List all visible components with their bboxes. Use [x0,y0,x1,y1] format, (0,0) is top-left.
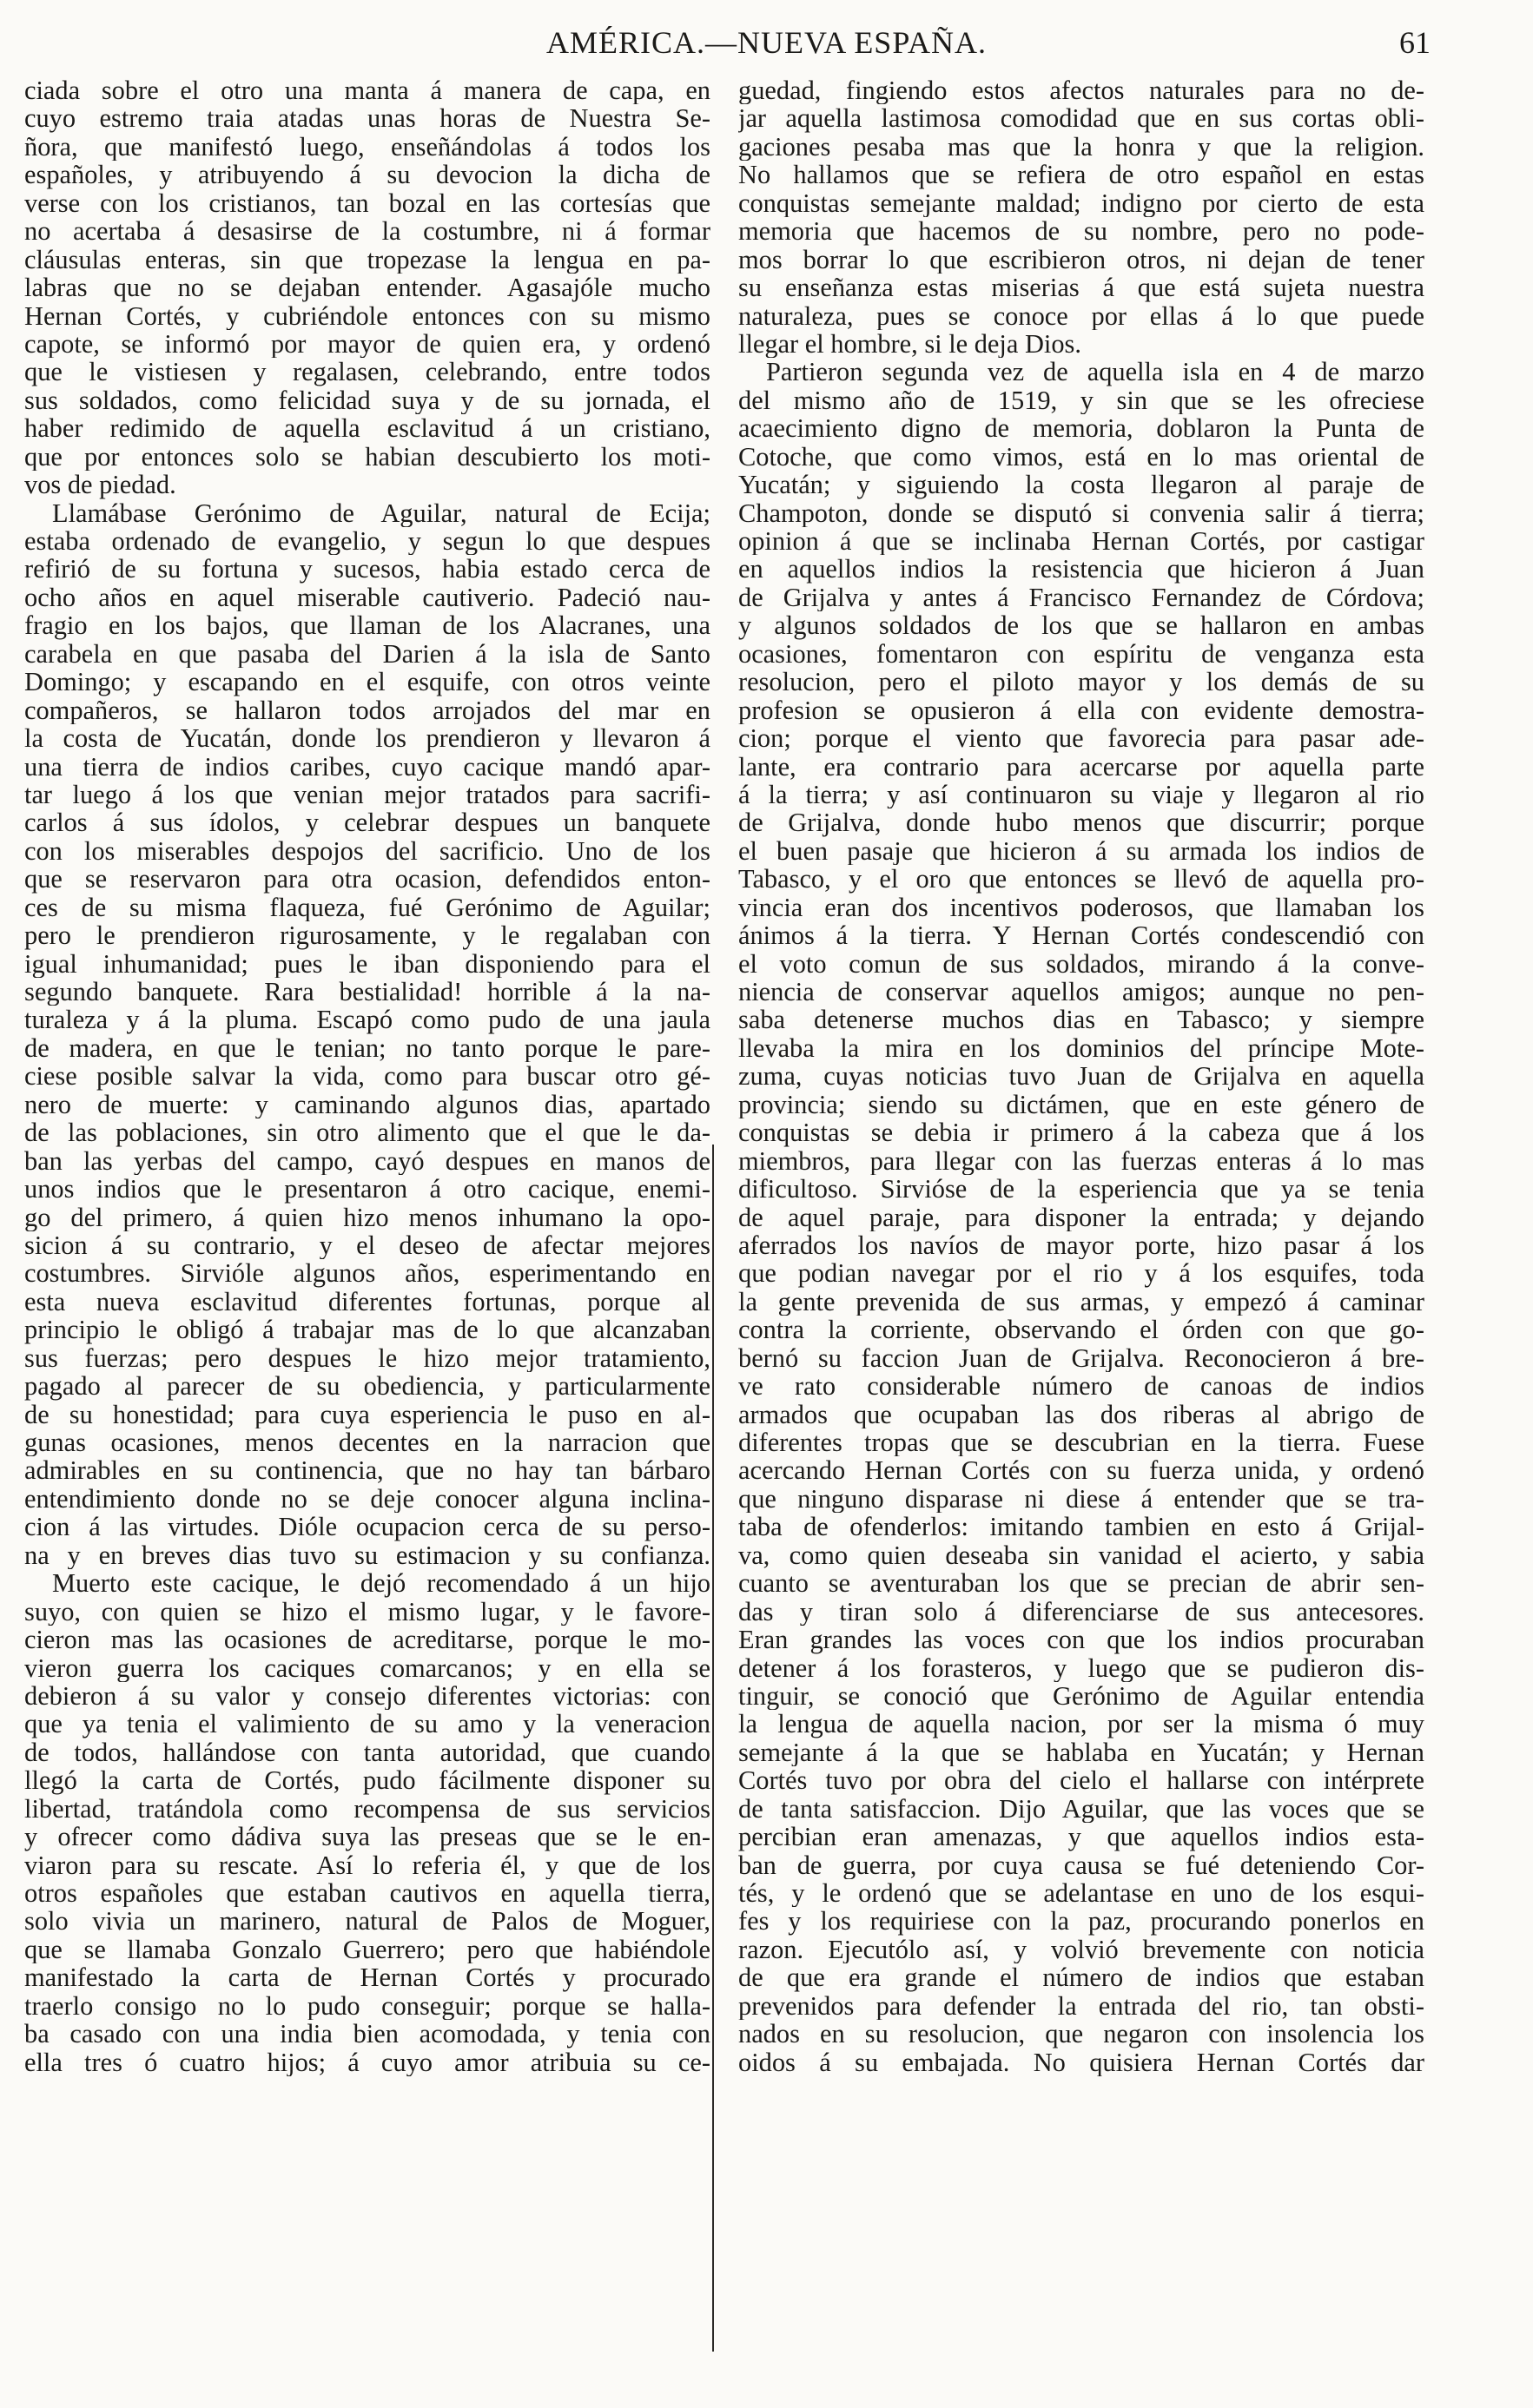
text-line: zuma, cuyas noticias tuvo Juan de Grijalva en aquella [738,1062,1424,1091]
text-line: cuyo estremo traia atadas unas horas de Nuestra Se- [24,104,710,133]
text-line: gaciones pesaba mas que la honra y que la religion. [738,132,1424,162]
text-line: de madera, en que le tenian; no tanto porque le pare- [24,1033,710,1063]
text-line: bernó su faccion Juan de Grijalva. Reconocieron á bre- [738,1343,1424,1373]
text-line: Cortés tuvo por obra del cielo el hallarse con intérprete [738,1766,1424,1795]
text-line: de tanta satisfaccion. Dijo Aguilar, que las voces que se [738,1794,1424,1824]
text-line: vincia eran dos incentivos poderosos, que llamaban los [738,893,1424,922]
page-number: 61 [1399,25,1431,60]
text-line: diferentes tropas que se descubrian en la tierra. Fuese [738,1428,1424,1457]
text-line: Cotoche, que como vimos, está en lo mas oriental de [738,442,1424,472]
text-line: detener á los forasteros, y luego que se pudieron dis- [738,1653,1424,1682]
text-line: llegó la carta de Cortés, pudo fácilmente disponer su [24,1766,710,1795]
text-line: ñora, que manifestó luego, enseñándolas á todos los [24,132,710,162]
text-line: con los miserables despojos del sacrificio. Uno de los [24,836,710,866]
text-line: va, como quien deseaba sin vanidad el acierto, y sabia [738,1540,1424,1570]
text-line: de Grijalva, donde hubo menos que discurrir; porque [738,808,1424,837]
text-line: semejante á la que se hablaba en Yucatán; y Hernan [738,1738,1424,1767]
text-line: ella tres ó cuatro hijos; á cuyo amor atribuia su ce- [24,2048,710,2077]
text-line: una tierra de indios caribes, cuyo cacique mandó apar- [24,752,710,781]
text-line: de aquel paraje, para disponer la entrada; y dejando [738,1203,1424,1231]
text-line: Llamábase Gerónimo de Aguilar, natural de Ecija; [52,498,710,527]
text-line: Champoton, donde se disputó si convenia salir á tierra; [738,498,1424,527]
text-line: conquistas semejante maldad; indigno por cierto de esta [738,188,1424,218]
text-line: traerlo consigo no lo pudo conseguir; porque se halla- [24,1991,710,2021]
text-line: ciese posible salvar la vida, como para buscar otro gé- [24,1062,710,1091]
text-line: capote, se informó por mayor de quien era, y ordenó [24,329,710,359]
text-line: costumbres. Sirvióle algunos años, esperimentando en [24,1259,710,1288]
text-line: ban de guerra, por cuya causa se fué deteniendo Cor- [738,1851,1424,1879]
text-line: haber redimido de aquella esclavitud á un cristiano, [24,414,710,443]
page-header [0,0,1533,69]
text-line: profesion se opusieron á ella con evidente demostra- [738,696,1424,725]
text-line: que le vistiesen y regalasen, celebrando, entre todos [24,358,710,386]
text-line: lante, era contrario para acercarse por aquella parte [738,752,1424,781]
text-line: que podian navegar por el rio y á los esquifes, toda [738,1259,1424,1288]
text-line: sus fuerzas; pero despues le hizo mejor tratamiento, [24,1343,710,1373]
text-line: miembros, para llegar con las fuerzas enteras á lo mas [738,1146,1424,1176]
text-line: cieron mas las ocasiones de acreditarse, porque le mo- [24,1626,710,1654]
text-line: sicion á su contrario, y el deseo de afectar mejores [24,1230,710,1260]
text-line: y algunos soldados de los que se hallaron en ambas [738,611,1424,640]
text-line: segundo banquete. Rara bestialidad! horrible á la na- [24,978,710,1006]
text-line: á la tierra; y así continuaron su viaje y llegaron al rio [738,780,1424,809]
text-line: carlos á sus ídolos, y celebrar despues un banquete [24,808,710,837]
text-line: fragio en los bajos, que llaman de los Alacranes, una [24,611,710,640]
text-line: taba de ofenderlos: imitando tambien en esto á Grijal- [738,1513,1424,1541]
text-line: labras que no se dejaban entender. Agasajóle mucho [24,274,710,302]
text-line: ciada sobre el otro una manta á manera de capa, en [24,76,710,105]
text-line: debieron á su valor y consejo diferentes victorias: con [24,1681,710,1711]
text-line: das y tiran solo á diferenciarse de sus antecesores. [738,1597,1424,1626]
text-line: nero de muerte: y caminando algunos dias, apartado [24,1090,710,1119]
text-line: estaba ordenado de evangelio, y segun lo que despues [24,527,710,556]
text-line: viaron para su rescate. Así lo referia él, y que de los [24,1851,710,1879]
text-line: suyo, con quien se hizo el mismo lugar, y le favore- [24,1597,710,1626]
text-line: de Grijalva y antes á Francisco Fernandez de Córdova; [738,583,1424,612]
text-line: ces de su misma flaqueza, fué Gerónimo de Aguilar; [24,893,710,922]
text-line: manifestado la carta de Hernan Cortés y procurado [24,1963,710,1992]
text-line: que por entonces solo se habian descubierto los moti- [24,442,710,472]
text-line: naturaleza, pues se conoce por ellas á lo que puede [738,301,1424,330]
text-line: admirables en su continencia, que no hay tan bárbaro [24,1456,710,1485]
text-line: armados que ocupaban las dos riberas al abrigo de [738,1400,1424,1428]
text-line: llegar el hombre, si le deja Dios. [738,329,1081,359]
text-line: acaecimiento digno de memoria, doblaron la Punta de [738,414,1424,443]
text-line: ocasiones, fomentaron con espíritu de venganza esta [738,639,1424,669]
text-line: saba detenerse muchos dias en Tabasco; y siempre [738,1006,1424,1034]
text-line: acercando Hernan Cortés con su fuerza unida, y ordenó [738,1456,1424,1485]
text-line: pagado al parecer de su obediencia, y particularmente [24,1372,710,1401]
text-line: llevaba la mira en los dominios del príncipe Mote- [738,1033,1424,1063]
text-line: cion á las virtudes. Dióle ocupacion cerca de su perso- [24,1513,710,1541]
text-line: sus soldados, como felicidad suya y de su jornada, el [24,386,710,415]
text-line: igual inhumanidad; pues le iban disponiendo para el [24,949,710,978]
text-line: Tabasco, y el oro que entonces se llevó de aquella pro- [738,865,1424,894]
text-line: solo vivia un marinero, natural de Palos de Moguer, [24,1907,710,1936]
text-line: Muerto este cacique, le dejó recomendado á un hijo [52,1569,710,1598]
text-line: percibian eran amenazas, y que aquellos indios esta- [738,1823,1424,1851]
text-line: y ofrecer como dádiva suya las preseas que se le en- [24,1823,710,1851]
text-line: la costa de Yucatán, donde los prendieron y llevaron á [24,724,710,753]
text-line: de las poblaciones, sin otro alimento que el que le da- [24,1118,710,1147]
text-line: carabela en que pasaba del Darien á la isla de Santo [24,639,710,669]
text-line: tar luego á los que venian mejor tratados para sacrifi- [24,780,710,809]
text-line: fes y los requiriese con la paz, procurando ponerlos en [738,1907,1424,1936]
text-line: en aquellos indios la resistencia que hicieron á Juan [738,555,1424,584]
text-line: conquistas se debia ir primero á la cabeza que á los [738,1118,1424,1147]
text-line: dificultoso. Sirvióse de la esperiencia que ya se tenia [738,1175,1424,1204]
text-line: que se reservaron para otra ocasion, defendidos enton- [24,865,710,894]
text-line: turaleza y á la pluma. Escapó como pudo de una jaula [24,1006,710,1034]
text-line: ba casado con una india bien acomodada, y tenia con [24,2020,710,2048]
text-line: unos indios que le presentaron á otro cacique, enemi- [24,1175,710,1204]
text-line: entendimiento donde no se deje conocer alguna inclina- [24,1484,710,1514]
text-line: guedad, fingiendo estos afectos naturales para no de- [738,76,1424,105]
text-line: niencia de conservar aquellos amigos; aunque no pen- [738,978,1424,1006]
text-line: razon. Ejecutólo así, y volvió brevemente con noticia [738,1935,1424,1964]
text-line: compañeros, se hallaron todos arrojados del mar en [24,696,710,725]
text-line: contra la corriente, observando el órden con que go- [738,1316,1424,1344]
text-line: Yucatán; y siguiendo la costa llegaron al paraje de [738,471,1424,499]
text-line: ve rato considerable número de canoas de indios [738,1372,1424,1401]
text-line: tinguir, se conoció que Gerónimo de Aguilar entendia [738,1681,1424,1711]
text-line: el buen pasaje que hicieron á su armada los indios de [738,836,1424,866]
text-line: opinion á que se inclinaba Hernan Cortés, por castigar [738,527,1424,556]
text-line: cláusulas enteras, sin que tropezase la lengua en pa- [24,245,710,274]
text-line: vos de piedad. [24,471,176,499]
text-line: jar aquella lastimosa comodidad que en sus cortas obli- [738,104,1424,133]
text-line: de su honestidad; para cuya esperiencia le puso en al- [24,1400,710,1428]
text-line: que ya tenia el valimiento de su amo y la veneracion [24,1710,710,1738]
text-line: provincia; siendo su dictámen, que en este género de [738,1090,1424,1119]
text-line: de que era grande el número de indios que estaban [738,1963,1424,1992]
text-line: libertad, tratándola como recompensa de sus servicios [24,1794,710,1824]
text-line: resolucion, pero el piloto mayor y los demás de su [738,668,1424,696]
text-line: tés, y le ordenó que se adelantase en uno de los esqui- [738,1879,1424,1908]
text-line: vieron guerra los caciques comarcanos; y en ella se [24,1653,710,1682]
running-title: AMÉRICA.—NUEVA ESPAÑA. [545,25,988,60]
text-line: ocho años en aquel miserable cautiverio. Padeció nau- [24,583,710,612]
text-line: pero le prendieron rigurosamente, y le regalaban con [24,921,710,950]
text-line: cuanto se aventuraban los que se precian de abrir sen- [738,1569,1424,1598]
text-line: gunas ocasiones, menos decentes en la narracion que [24,1428,710,1457]
text-line: go del primero, á quien hizo menos inhumano la opo- [24,1203,710,1231]
text-line: el voto comun de sus soldados, mirando á la conve- [738,949,1424,978]
text-line: memoria que hacemos de su nombre, pero no pode- [738,217,1424,246]
text-line: ban las yerbas del campo, cayó despues en manos de [24,1146,710,1176]
text-line: mos borrar lo que escribieron otros, ni dejan de tener [738,245,1424,274]
text-line: ánimos á la tierra. Y Hernan Cortés condescendió con [738,921,1424,950]
text-line: la gente prevenida de sus armas, y empezó á caminar [738,1287,1424,1316]
text-line: Domingo; y escapando en el esquife, con otros veinte [24,668,710,696]
text-line: de todos, hallándose con tanta autoridad, que cuando [24,1738,710,1767]
text-line: la lengua de aquella nacion, por ser la misma ó muy [738,1710,1424,1738]
text-line: oidos á su embajada. No quisiera Hernan Cortés dar [738,2048,1424,2077]
text-line: na y en breves dias tuvo su estimacion y su confianza. [24,1540,710,1570]
text-line: su enseñanza estas miserias á que está sujeta nuestra [738,274,1424,302]
text-line: que ninguno disparase ni diese á entender que se tra- [738,1484,1424,1514]
text-line: del mismo año de 1519, y sin que se les ofreciese [738,386,1424,415]
text-line: nados en su resolucion, que negaron con insolencia los [738,2020,1424,2048]
right-text-column [738,76,1424,2076]
text-line: Hernan Cortés, y cubriéndole entonces con su mismo [24,301,710,330]
text-line: que se llamaba Gonzalo Guerrero; pero que habiéndole [24,1935,710,1964]
text-line: no acertaba á desasirse de la costumbre, ni á formar [24,217,710,246]
text-line: Partieron segunda vez de aquella isla en 4 de marzo [766,358,1424,386]
text-line: cion; porque el viento que favorecia para pasar ade- [738,724,1424,753]
text-line: prevenidos para defender la entrada del rio, tan obsti- [738,1991,1424,2021]
text-line: otros españoles que estaban cautivos en aquella tierra, [24,1879,710,1908]
text-line: No hallamos que se refiera de otro español en estas [738,161,1424,189]
text-line: aferrados los navíos de mayor porte, hizo pasar á los [738,1230,1424,1260]
text-line: españoles, y atribuyendo á su devocion la dicha de [24,161,710,189]
text-line: Eran grandes las voces con que los indios procuraban [738,1626,1424,1654]
column-divider-rule [712,1145,714,2352]
text-line: esta nueva esclavitud diferentes fortunas, porque al [24,1287,710,1316]
text-line: verse con los cristianos, tan bozal en las cortesías que [24,188,710,218]
text-line: principio le obligó á trabajar mas de lo que alcanzaban [24,1316,710,1344]
left-text-column [24,76,710,2076]
text-line: refirió de su fortuna y sucesos, habia estado cerca de [24,555,710,584]
